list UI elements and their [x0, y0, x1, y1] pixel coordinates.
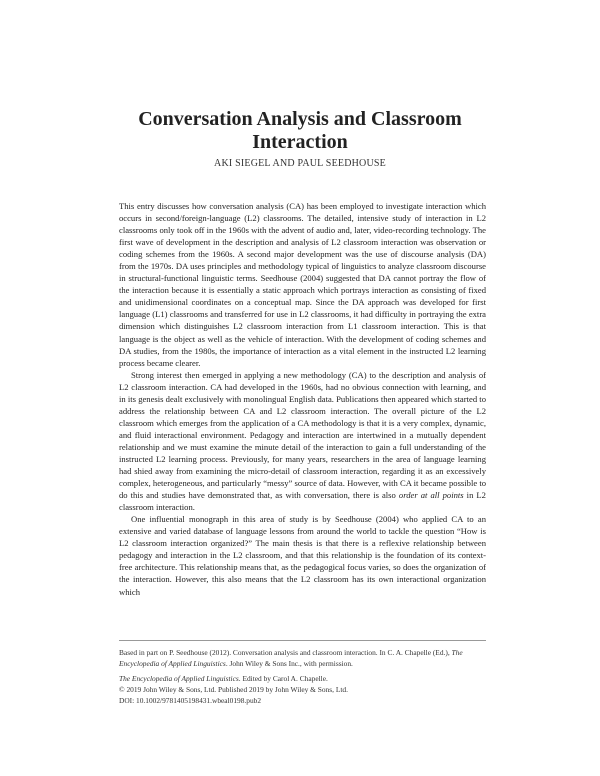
- article-body: [119, 200, 486, 598]
- footnote: [119, 648, 486, 707]
- footnote-encyclopedia-title: The Encyclopedia of Applied Linguistics: [119, 674, 239, 684]
- footnote-doi: DOI: 10.1002/9781405198431.wbeal0198.pub2: [119, 695, 262, 705]
- body-paragraph-2-emphasis: order at all points: [398, 490, 464, 501]
- body-paragraph-3: One influential monograph in this area of study is by Seedhouse (2004) who applied CA to an extensive and varied database of language lessons from around the world to tackle the question “How is L2 classroom interaction organized?” The main thesis is that there is a reflexive relationship between pedagogy and interaction in the L2 classroom, and that this relationship is the foundation of its context-free architecture. This relationship means that, as the pedagogical focus varies, so does the organization of the interaction. However, this also means that the L2 classroom has its own interactional organization which: [119, 514, 486, 597]
- footnote-based-on: [119, 648, 486, 669]
- footnote-divider: [119, 640, 486, 641]
- article-title: Conversation Analysis and Classroom Interaction: [138, 108, 462, 153]
- body-paragraph-2-end: in L2 classroom interaction.: [119, 490, 486, 513]
- body-paragraph-1: This entry discusses how conversation analysis (CA) has been employed to investigate interaction which occurs in second/foreign-language (L2) classrooms. The detailed, intensive study of interaction in L2 classrooms only took off in the 1960s with the advent of audio and, later, video-recording technology. The first wave of development in the description and analysis of L2 classroom interaction was observation or coding schemes from the 1960s. A second major development was the use of discourse analysis (DA) from the 1970s. DA uses principles and methodology typical of linguistics to analyze classroom discourse in structural-functional linguistic terms. Seedhouse (2004) suggested that DA cannot portray the flow of the interaction because it is essentially a static approach which portrays interaction as consisting of fixed and unidimensional coordinates on a conceptual map. Since the DA approach was developed for first language (L1) classrooms and transferred for use in L2 classrooms, it had difficulty in portraying the extra dimension which distinguishes L2 classroom interaction from L1 classroom interaction. This is that language is the object as well as the vehicle of interaction. With the development of coding schemes and DA studies, from the 1980s, the importance of interaction as a vital element in the instructed L2 learning process became clearer.: [119, 201, 486, 368]
- footnote-based-on-title: The Encyclopedia of Applied Linguistics: [119, 648, 463, 668]
- footnote-citation: [119, 674, 486, 685]
- footnote-edited-by: . Edited by Carol A. Chapelle.: [238, 674, 328, 684]
- body-paragraph-2: [119, 369, 486, 514]
- footnote-based-on-end: . John Wiley & Sons Inc., with permission.: [225, 658, 353, 668]
- footnote-based-on-text: Based in part on P. Seedhouse (2012). Conversation analysis and classroom interaction. In C. A. Chapelle (Ed.),: [119, 648, 452, 657]
- body-paragraph-2-text: Strong interest then emerged in applying a new methodology (CA) to the description and analysis of L2 classroom interaction. CA had developed in the 1960s, had no obvious connection with learning, and in its genesis dealt exclusively with monolingual English data. Publications then appeared which started to address the relationship between CA and L2 classroom interaction. The overall picture of the L2 classroom which emerges from the application of a CA methodology is that it is a very complex, dynamic, and fluid interactional environment. Pedagogy and interaction are intertwined in a mutually dependent relationship and we must examine the minute detail of the interaction to gain a full understanding of the instructed L2 learning process. Previously, for many years, researchers in the area of language learning had shied away from examining the micro-detail of classroom interaction, regarding it as an excessively complex, heterogeneous, and particularly “messy” source of data. However, with CA it became possible to do this and studies have demonstrated that, as with conversation, there is also: [119, 369, 486, 501]
- footnote-copyright: © 2019 John Wiley & Sons, Ltd. Published 2019 by John Wiley & Sons, Ltd.: [119, 685, 348, 695]
- article-authors: AKI SIEGEL AND PAUL SEEDHOUSE: [214, 158, 386, 169]
